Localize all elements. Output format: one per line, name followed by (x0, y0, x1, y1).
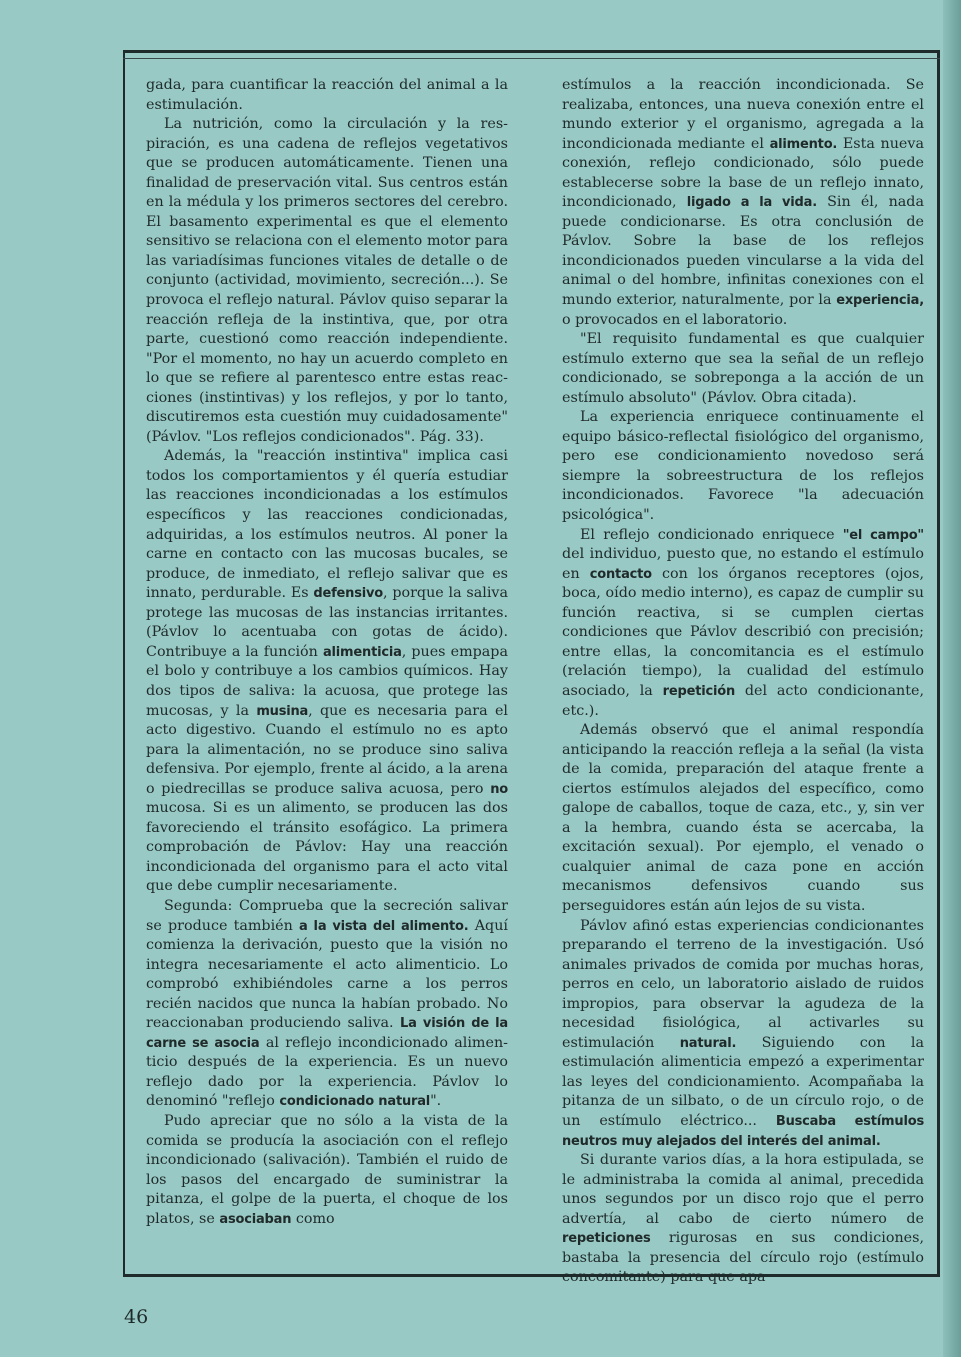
text-run: El reflejo condicionado enriquece (580, 526, 843, 543)
text-run: rigurosas en sus condiciones, bastaba la presencia del círculo rojo (estímulo concomitante) para que apa (562, 1230, 924, 1286)
right-column (562, 76, 924, 1288)
bold-phrase: ligado a la vida. (686, 195, 817, 211)
text-run: La experiencia enriquece continuamente el equipo básico-reflectal fisiológico del organismo, pero ese condicionamiento novedoso será siempre la sobreestructura de los reflejos incondicionados. Favorece "la adecuación psicológica". (562, 409, 924, 524)
text-run: al reflejo incondicionado alimenticio después de la experiencia. Es un nuevo reflejo dado por la experiencia. Pávlov lo denominó "reflejo (146, 1034, 508, 1110)
bold-phrase: "el campo" (842, 527, 924, 543)
paragraph (562, 330, 924, 408)
bold-phrase: asociaban (219, 1211, 292, 1227)
frame-top-rule (123, 58, 940, 59)
bold-phrase: repeticiones (562, 1231, 651, 1247)
text-run: Pávlov afinó estas experiencias condicionantes preparando el terreno de la investigación. Usó animales privados de comida por muchas horas, perros en celo, un laboratorio aislado de ruidos impropios, para observar la agudeza de la necesidad fisiológica, al activarles su estimulación (562, 917, 924, 1051)
text-run: gada, para cuantificar la reacción del animal a la estimulación. (146, 77, 508, 113)
paragraph (146, 76, 508, 115)
bold-phrase: natural. (679, 1035, 737, 1051)
text-run: mucosa. Si es un alimento, se producen las dos favoreciendo el tránsito esofágico. La primera comprobación de Pávlov: Hay una reacción incondicionada del organismo para el acto vital que debe cumplir necesariamente. (146, 800, 508, 895)
text-run: Siguiendo con la estimulación alimenticia empezó a experimentar las leyes del condicionamiento. Acompañaba la pitanza de un silbato, o de un círculo rojo, o de un estímulo eléctrico... (562, 1034, 924, 1129)
bold-phrase: musina (256, 703, 309, 719)
bold-phrase: experiencia, (836, 293, 924, 309)
bold-phrase: Buscaba estímulos neutros muy alejados del interés del animal. (562, 1113, 924, 1149)
text-run: con los órganos receptores (ojos, boca, oído medio interno), es capaz de cumplir su función reactiva, si se cumplen ciertas condiciones que Pávlov describió con precisión; entre ellas, la concomitancia es el estímulo (relación tiempo), la cualidad del estímulo asociado, la (562, 565, 924, 699)
text-run: Además, la "reacción instintiva" implica casi todos los comportamientos y él quería estudiar las reacciones incondicionadas a los estímulos específicos y las reacciones condicionadas, adquiridas, a los estímulos neutros. Al poner la carne en contacto con las mucosas bucales, se produce, de inmediato, el reflejo salivar que es innato, perdurable. Es (146, 448, 508, 602)
bold-phrase: no (490, 781, 508, 797)
text-run: del acto condicionante, etc.). (562, 682, 924, 719)
paragraph (146, 1112, 508, 1229)
paragraph (562, 917, 924, 1152)
text-run: Aquí comienza la derivación, puesto que la visión no integra necesariamente el acto alimenticio. Lo comprobó exhibiéndoles carne a los perros recién nacidos que nunca la habían probado. No reaccionaban produciendo saliva. (146, 917, 508, 1032)
bold-phrase: a la vista del alimento. (299, 918, 469, 934)
paragraph (146, 447, 508, 897)
text-run: Si durante varios días, a la hora estipulada, se le administraba la comida al animal, precedida unos segundos por un disco rojo que el perro advertía, al cabo de cierto número de (562, 1152, 924, 1227)
paragraph (562, 408, 924, 525)
text-run: , que es necesaria para el acto digestivo. Cuando el estímulo no es apto para la alimentación, no se produce sino saliva defensiva. Por ejemplo, frente al ácido, a la arena o piedrecillas se produce saliva acuosa, pero (146, 702, 508, 797)
paragraph (146, 115, 508, 447)
bold-phrase: alimenticia (322, 644, 402, 660)
bold-phrase: defensivo (313, 586, 384, 602)
text-run: Además observó que el animal respondía anticipando la reacción refleja a la señal (la vista de la comida, preparación del ataque frente a ciertos estímulos alejados del específico, como galope de caballos, toque de caza, etc., y, sin ver a la hembra, cuando ésta se acercaba, la excitación sexual). Por ejemplo, el venado o cualquier animal de caza pone en acción mecanismos defensivos cuando sus perseguidores están aún lejos de su vista. (562, 722, 924, 914)
paragraph (562, 721, 924, 916)
page-number: 46 (124, 1306, 149, 1328)
text-run: Segunda: Comprueba que la secreción salivar se produce también (146, 897, 508, 934)
paragraph (562, 526, 924, 721)
bold-phrase: contacto (589, 566, 652, 582)
text-run: Esta nueva conexión, reflejo condicionado, sólo puede establecerse sobre la base de un reflejo innato, incondicionado, (562, 135, 924, 211)
page-edge-shadow (943, 0, 961, 1357)
text-run: , pues empapa el bolo y contribuye a los cambios químicos. Hay dos tipos de saliva: la acuosa, que protege las mucosas, y la (146, 643, 508, 719)
left-column (146, 76, 508, 1229)
text-run: estímulos a la reacción incondicionada. Se realizaba, entonces, una nueva conexión entre el mundo exterior y el organismo, agregada a la incondicionada mediante el (562, 77, 924, 152)
text-run: como (291, 1210, 335, 1227)
text-run: Sin él, nada puede condicionarse. Es otra conclusión de Pávlov. Sobre la base de los reflejos incondicionados pueden vincularse a la vida del animal o del hombre, infinitas conexiones con el mundo exterior, naturalmente, por la (562, 194, 924, 309)
bold-phrase: La visión de la carne se asocia (146, 1016, 509, 1051)
text-run: "El requisito fundamental es que cualquier estímulo externo que sea la señal de un reflejo condicionado, se sobreponga a la acción de un estímulo absoluto" (Pávlov. Obra citada). (562, 331, 924, 406)
bold-phrase: alimento. (769, 136, 838, 152)
text-run: La nutrición, como la circulación y la respiración, es una cadena de reflejos vegetativos que se producen automáticamente. Tienen una finalidad de preservación vital. Sus centros están en la médula y los primeros sectores del cerebro. El basamento experimental es que el elemento sensitivo se relaciona con el elemento motor para las variadísimas funciones vitales de detalle o de conjunto (actividad, movimiento, secreción...). Se provoca el reflejo natural. Pávlov quiso separar la reacción refleja de la instintiva, que, por otra parte, cuestionó como reacción independiente. "Por el momento, no hay un acuerdo completo en lo que se refiere al parentesco entre estas reacciones (instintivas) y los reflejos, y por lo tanto, discutiremos esta cuestión muy cuidadosamente" (Pávlov. "Los reflejos condicionados". Pág. 33). (146, 116, 508, 445)
paragraph (562, 1151, 924, 1288)
text-run: Pudo apreciar que no sólo a la vista de la comida se producía la asociación con el reflejo incondicionado (salivación). También el ruido de los pasos del encargado de suministrar la pitanza, el golpe de la puerta, el choque de los platos, se (146, 1112, 508, 1227)
bold-phrase: repetición (662, 683, 736, 699)
bold-phrase: condicionado natural (279, 1094, 431, 1110)
text-run: o provocados en el laboratorio. (562, 311, 788, 328)
text-run: ". (430, 1093, 442, 1110)
paragraph (562, 76, 924, 330)
text-run: del individuo, puesto que, no estando el estímulo en (562, 546, 924, 582)
text-run: , porque la saliva protege las mucosas de las instancias irritantes. (Pávlov lo acentuaba con gotas de ácido). Contribuye a la función (146, 585, 508, 660)
paragraph (146, 897, 508, 1112)
